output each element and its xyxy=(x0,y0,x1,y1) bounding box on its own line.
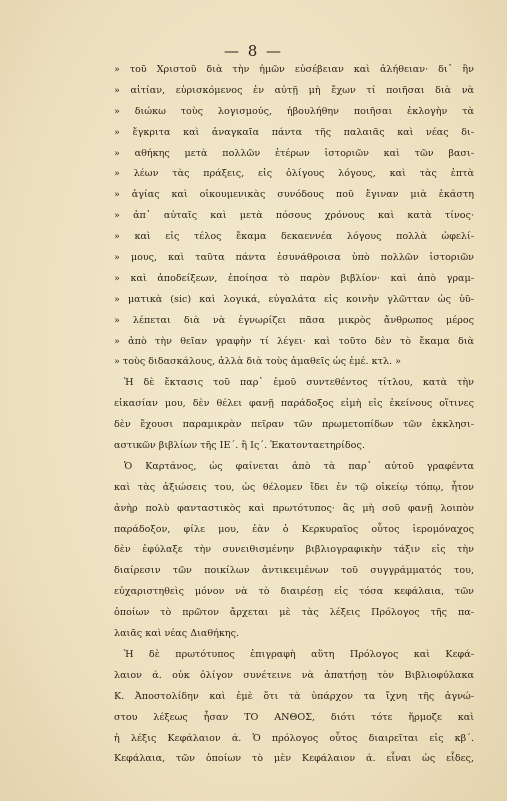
text-line: » αἰτίαν, εὑρισκόμενος ἐν αὐτῇ μὴ ἔχων τί ποιῆσαι διὰ νὰ xyxy=(114,84,474,96)
text-line: » μους, καὶ ταῦτα πάντα ἐσυνάθροισα ὑπὸ πολλῶν ἱστοριῶν xyxy=(114,252,474,264)
text-line: » διώκω τοὺς λογισμούς, ἠβουλήθην ποιῆσαι ἐκλογὴν τὰ xyxy=(114,105,474,117)
text-line: » αθήκης μετὰ πολλῶν ἑτέρων ἱστοριῶν καὶ τῶν βασι- xyxy=(114,147,474,159)
text-line: Ἡ δὲ ἔκτασις τοῦ παρ᾽ ἐμοῦ συντεθέντος τίτλου, κατὰ τὴν xyxy=(124,377,474,389)
text-line: λαιᾶς καὶ νέας Διαθήκης. xyxy=(114,628,240,640)
text-line: » ἀπὸ τὴν θεῖαν γραφὴν τί λέγει· καὶ τοῦτο δὲν τὸ ἔκαμα διὰ xyxy=(114,335,474,347)
text-line: ὁποίων τὸ πρῶτον ἄρχεται μὲ τὰς λέξεις Πρόλογος τῆς πα- xyxy=(114,607,474,619)
text-line: ἡ λέξις Κεφάλαιον ά. Ὁ πρόλογος οὗτος διαιρεῖται εἰς κβ΄. xyxy=(114,732,474,744)
text-line: » καὶ ἀποδείξεων, ἐποίησα τὸ παρὸν βιβλίον· καὶ ἀπὸ γραμ- xyxy=(114,272,474,284)
text-line: ἀνὴρ πολὺ φανταστικὸς καὶ πρωτότυπος· ἂς μὴ σοῦ φανῇ λοιπὸν xyxy=(114,502,474,514)
text-line: στου λέξεως ἦσαν ΤΟ ΑΝΘΟΣ, διότι τότε ἥρμοζε καὶ xyxy=(114,711,474,723)
text-line: » τοὺς διδασκάλους, ἀλλὰ διὰ τοὺς ἀμαθεῖς ὡς ἐμέ. κτλ. » xyxy=(114,356,401,368)
text-line: καὶ τὰς ἀξιώσεις του, ὡς θέλομεν ἴδει ἐν τῷ οἰκείῳ τόπῳ, ἦτον xyxy=(114,481,474,493)
text-line: αστικῶν βιβλίων τῆς ΙΕ΄. ἢ Ις΄. Ἑκατονταετηρίδος. xyxy=(114,440,365,452)
text-line: δὲν ἔχουσι παραμικρὰν πεῖραν τῶν πρωμετοπίδων τῶν ἐκκλησι- xyxy=(114,419,474,431)
text-line: παράδοξον, φίλε μου, ἐὰν ὁ Κερκυραῖος οὗτος ἱερομόναχος xyxy=(114,523,474,535)
text-line: Κεφάλαια, τῶν ὁποίων τὸ μὲν Κεφάλαιον ά. εἶναι ὡς εἶδες, xyxy=(114,753,474,765)
text-line: » ἀπ᾽ αὐταῖς καὶ μετὰ πόσους χρόνους καὶ κατὰ τίνος· xyxy=(114,210,474,222)
text-line: » λέων τὰς πράξεις, εἰς ὀλίγους λόγους, καὶ τὰς ἑπτὰ xyxy=(114,168,474,180)
text-line: διαίρεσιν τῶν ποικίλων ἀντικειμένων τοῦ συγγράμματός του, xyxy=(114,565,474,577)
text-line: » λέπεται διὰ νὰ ἐγνωρίζει πᾶσα μικρὸς ἄνθρωπος μέρος xyxy=(114,314,474,326)
text-line: εἰκασίαν μου, δὲν θέλει φανῇ παράδοξος εἰμὴ εἰς ἐκείνους οἵτινες xyxy=(114,398,474,410)
text-block xyxy=(114,60,474,770)
text-line: εὐχαριστηθεὶς μόνον νὰ τὸ διαιρέσῃ εἰς τόσα κεφάλαια, τῶν xyxy=(114,586,474,598)
text-line: Κ. Ἀποστολίδην καὶ ἐμὲ ὅτι τὰ ὑπάρχον τα ἴχνη τῆς ἀγνώ- xyxy=(114,690,474,702)
text-line: » ἁγίας καὶ οἰκουμενικὰς συνόδους ποῦ ἔγιναν μιὰ ἑκάστη xyxy=(114,189,474,201)
text-line: » τοῦ Χριστοῦ διὰ τὴν ἡμῶν εὐσέβειαν καὶ ἀλήθειαν· δι᾽ ἣν xyxy=(114,64,474,75)
page-number: — 8 — xyxy=(223,42,284,60)
text-line: δὲν ἐφύλαξε τὴν συνειθισμένην βιβλιογραφικὴν τάξιν εἰς τὴν xyxy=(114,544,474,556)
text-line: » ματικὰ (sic) καὶ λογικά, εὐγαλάτα εἰς κοινὴν γλῶτταν ὡς ὑῦ- xyxy=(114,293,474,305)
text-line: » καὶ εἰς τέλος ἔκαμα δεκαεννέα λόγους πολλὰ ὠφελί- xyxy=(114,231,474,243)
text-line: Ἡ δὲ πρωτότυπος ἐπιγραφὴ αὕτη Πρόλογος καὶ Κεφά- xyxy=(124,648,474,660)
text-line: Ὁ Καρτάνος, ὡς φαίνεται ἀπὸ τὰ παρ᾽ αὐτοῦ γραφέντα xyxy=(124,460,474,472)
text-line: » ἔγκριτα καὶ ἀναγκαῖα πάντα τῆς παλαιᾶς καὶ νέας δι- xyxy=(114,126,474,138)
text-line: λαιον ά. οὐκ ὀλίγον συνέτεινε νὰ ἀπατήσῃ τὸν Βιβλιοφύλακα xyxy=(114,669,474,681)
